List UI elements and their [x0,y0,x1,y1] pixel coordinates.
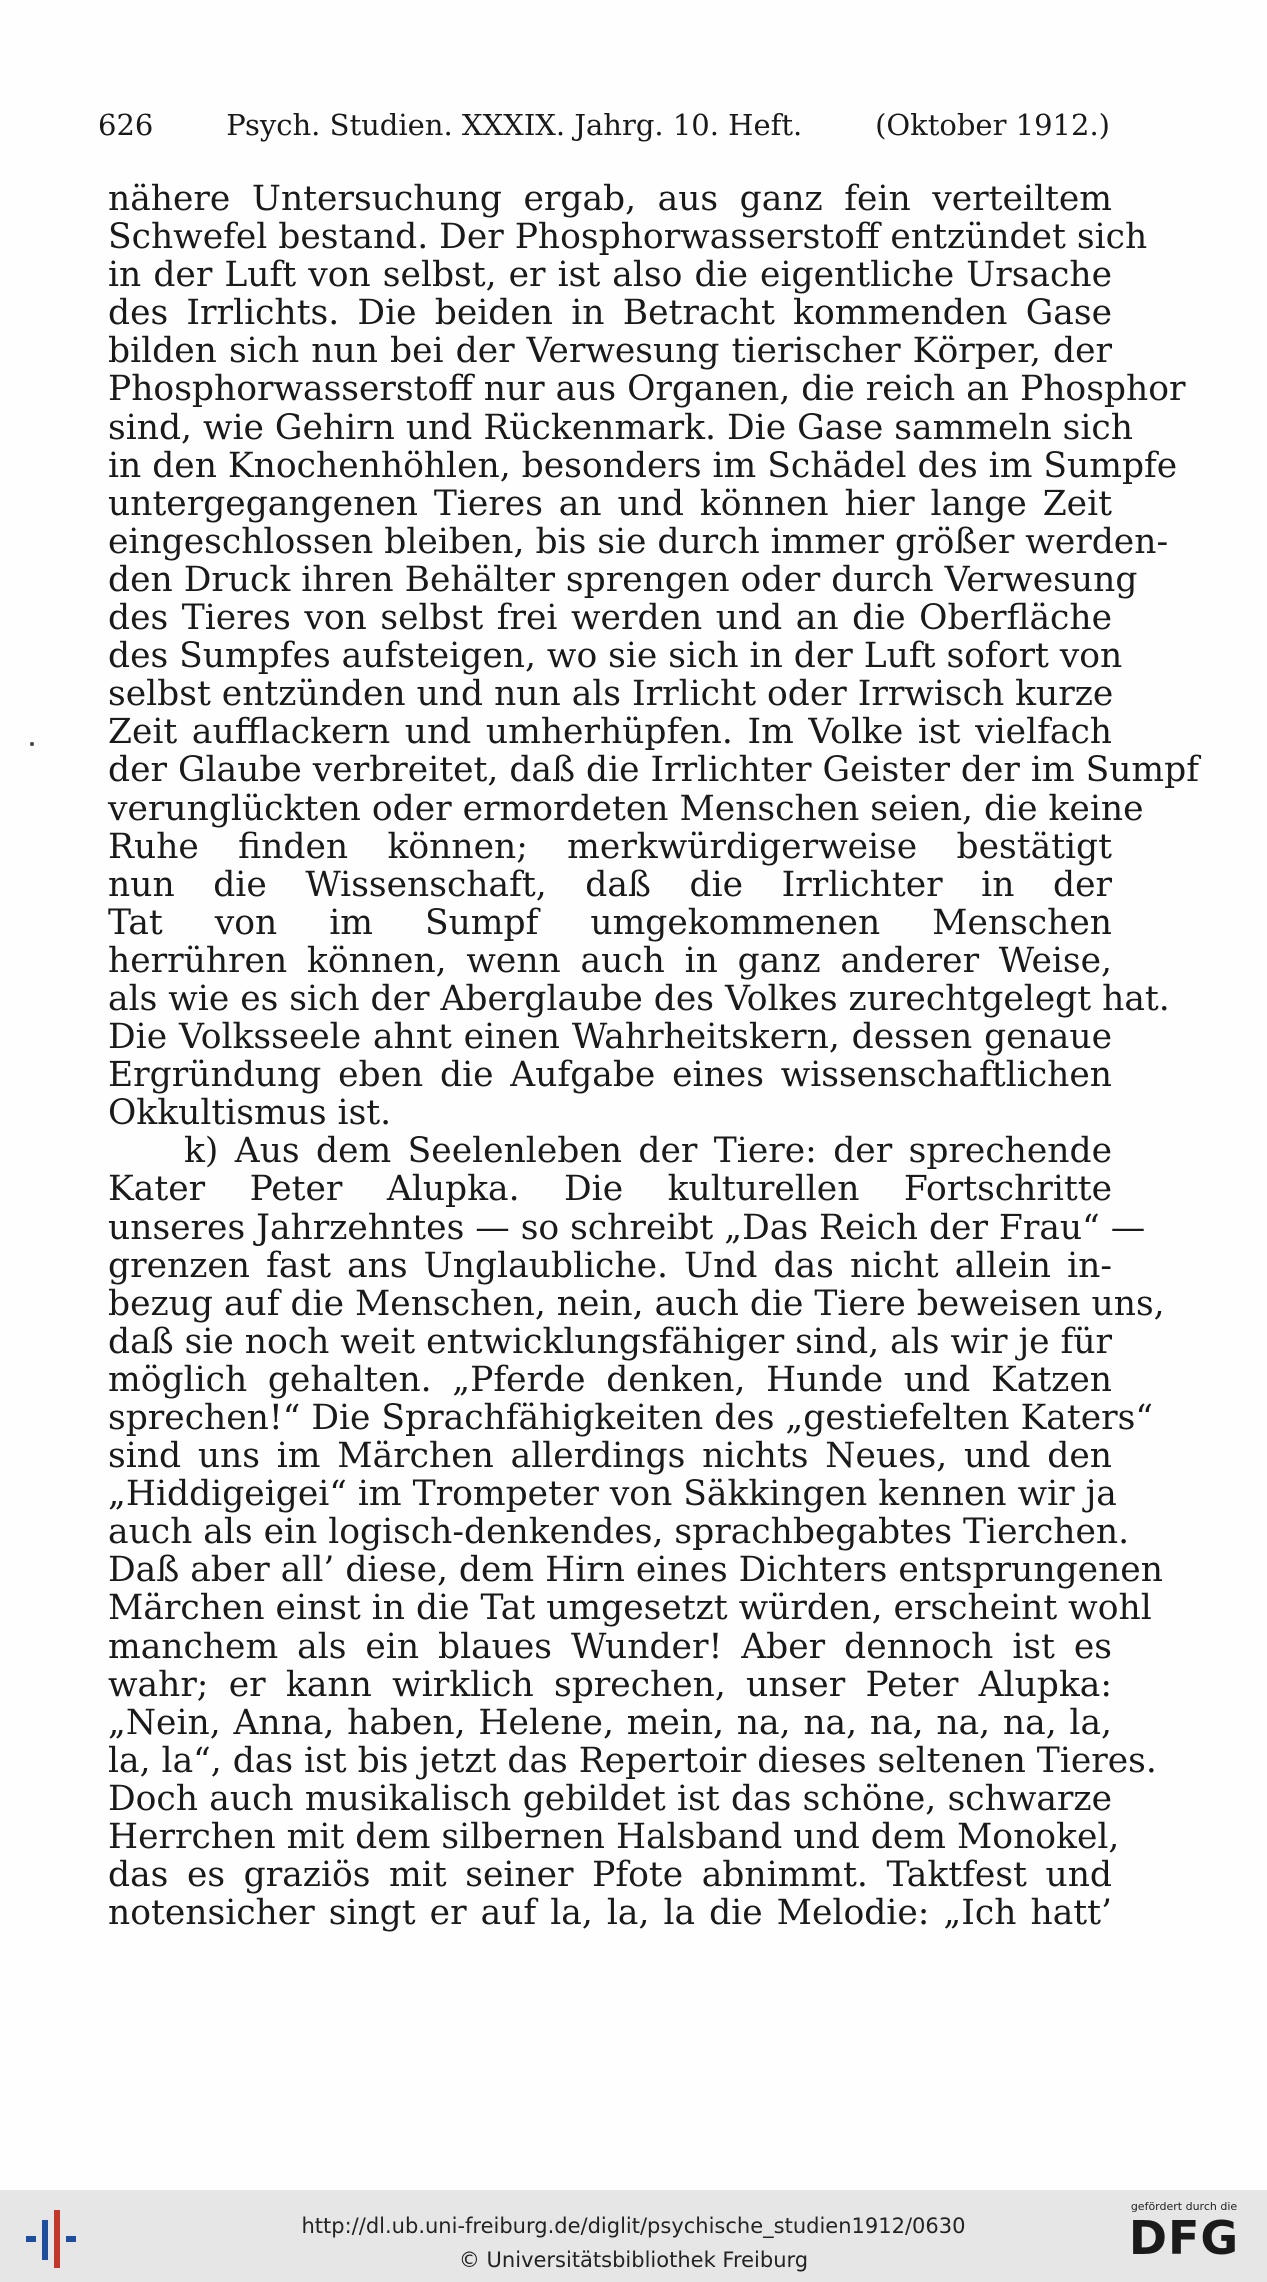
footer-bar [0,2190,1267,2282]
text-line: „Nein, Anna, haben, Helene, mein, na, na, na, na, na, la, [108,1702,1112,1743]
text-line: nun die Wissenschaft, daß die Irrlichter in der [108,864,1112,905]
text-line: Ruhe finden können; merkwürdigerweise bestätigt [108,826,1112,867]
text-line: selbst entzünden und nun als Irrlicht oder Irrwisch kurze [108,674,1114,715]
source-url-link[interactable]: http://dl.ub.uni-freiburg.de/diglit/psychische_studien1912/0630 [301,2214,966,2238]
text-line: verunglückten oder ermordeten Menschen seien, die keine [108,788,1144,829]
text-line: Herrchen mit dem silbernen Halsband und dem Monokel, [108,1817,1120,1858]
text-line: herrühren können, wenn auch in ganz anderer Weise, [108,940,1112,981]
text-line: notensicher singt er auf la, la, la die Melodie: „Ich hatt’ [108,1893,1112,1934]
text-line: bezug auf die Menschen, nein, auch die Tiere beweisen uns, [108,1283,1165,1324]
text-line: bilden sich nun bei der Verwesung tierischer Körper, der [108,331,1112,372]
text-line: sind, wie Gehirn und Rückenmark. Die Gase sammeln sich [108,407,1133,448]
margin-speck [30,742,34,746]
text-line: grenzen fast ans Unglaubliche. Und das nicht allein in- [108,1245,1112,1286]
issue-date: (Oktober 1912.) [875,108,1110,142]
text-line: Schwefel bestand. Der Phosphorwasserstoff entzündet sich [108,217,1148,258]
text-line: untergegangenen Tieres an und können hier lange Zeit [108,483,1112,524]
text-line: Phosphorwasserstoff nur aus Organen, die reich an Phosphor [108,369,1186,410]
text-line: das es graziös mit seiner Pfote abnimmt. Taktfest und [108,1855,1112,1896]
text-line: nähere Untersuchung ergab, aus ganz fein verteiltem [108,179,1112,219]
text-line: des Sumpfes aufsteigen, wo sie sich in der Luft sofort von [108,636,1123,677]
text-line: sprechen!“ Die Sprachfähigkeiten des „gestiefelten Katers“ [108,1398,1153,1438]
text-line: auch als ein logisch-denkendes, sprachbegabtes Tierchen. [108,1512,1130,1553]
running-header [98,108,1110,142]
text-line: wahr; er kann wirklich sprechen, unser Peter Alupka: [108,1664,1112,1705]
text-line: Kater Peter Alupka. Die kulturellen Fortschritte [108,1169,1112,1210]
journal-title: Psych. Studien. XXXIX. Jahrg. 10. Heft. [226,108,803,142]
text-line: Doch auch musikalisch gebildet ist das schöne, schwarze [108,1778,1112,1819]
text-line: la, la“, das ist bis jetzt das Repertoir dieses seltenen Tieres. [108,1740,1157,1781]
text-line: daß sie noch weit entwicklungsfähiger sind, als wir je für [108,1321,1113,1362]
text-line: unseres Jahrzehntes — so schreibt „Das Reich der Frau“ — [108,1207,1146,1248]
dfg-logo-text: DFG [1128,2211,1240,2265]
text-line: Ergründung eben die Aufgabe eines wissenschaftlichen [108,1055,1112,1096]
text-line: in der Luft von selbst, er ist also die eigentliche Ursache [108,255,1112,296]
page-number: 626 [98,108,154,142]
dfg-logo [1119,2200,1249,2263]
text-line: in den Knochenhöhlen, besonders im Schädel des im Sumpfe [108,445,1178,486]
text-line: der Glaube verbreitet, daß die Irrlichter Geister der im Sumpf [108,750,1199,791]
dfg-caption: gefördert durch die [1130,2200,1238,2213]
copyright-notice: © Universitätsbibliothek Freiburg [458,2248,809,2272]
text-line: des Irrlichts. Die beiden in Betracht kommenden Gase [108,293,1112,334]
text-line: möglich gehalten. „Pferde denken, Hunde und Katzen [108,1359,1112,1400]
text-line: k) Aus dem Seelenleben der Tiere: der sprechende [184,1131,1112,1172]
text-line: des Tieres von selbst frei werden und an die Oberfläche [108,598,1112,639]
text-line: Märchen einst in die Tat umgesetzt würden, erscheint wohl [108,1588,1152,1629]
text-line: Die Volksseele ahnt einen Wahrheitskern, dessen genaue [108,1017,1112,1058]
text-line: manchem als ein blaues Wunder! Aber dennoch ist es [108,1626,1112,1667]
text-line: sind uns im Märchen allerdings nichts Neues, und den [108,1436,1112,1477]
text-line: „Hiddigeigei“ im Trompeter von Säkkingen kennen wir ja [108,1474,1117,1515]
text-line: als wie es sich der Aberglaube des Volkes zurechtgelegt hat. [108,978,1170,1019]
text-line: eingeschlossen bleiben, bis sie durch immer größer werden- [108,521,1169,562]
text-line: Tat von im Sumpf umgekommenen Menschen [108,902,1112,943]
text-line: Zeit aufflackern und umherhüpfen. Im Volke ist vielfach [108,712,1112,753]
text-line: den Druck ihren Behälter sprengen oder durch Verwesung [108,559,1138,600]
text-line: Okkultismus ist. [108,1093,392,1134]
text-line: Daß aber all’ diese, dem Hirn eines Dichters entsprungenen [108,1550,1163,1591]
body-text [108,179,1199,1934]
